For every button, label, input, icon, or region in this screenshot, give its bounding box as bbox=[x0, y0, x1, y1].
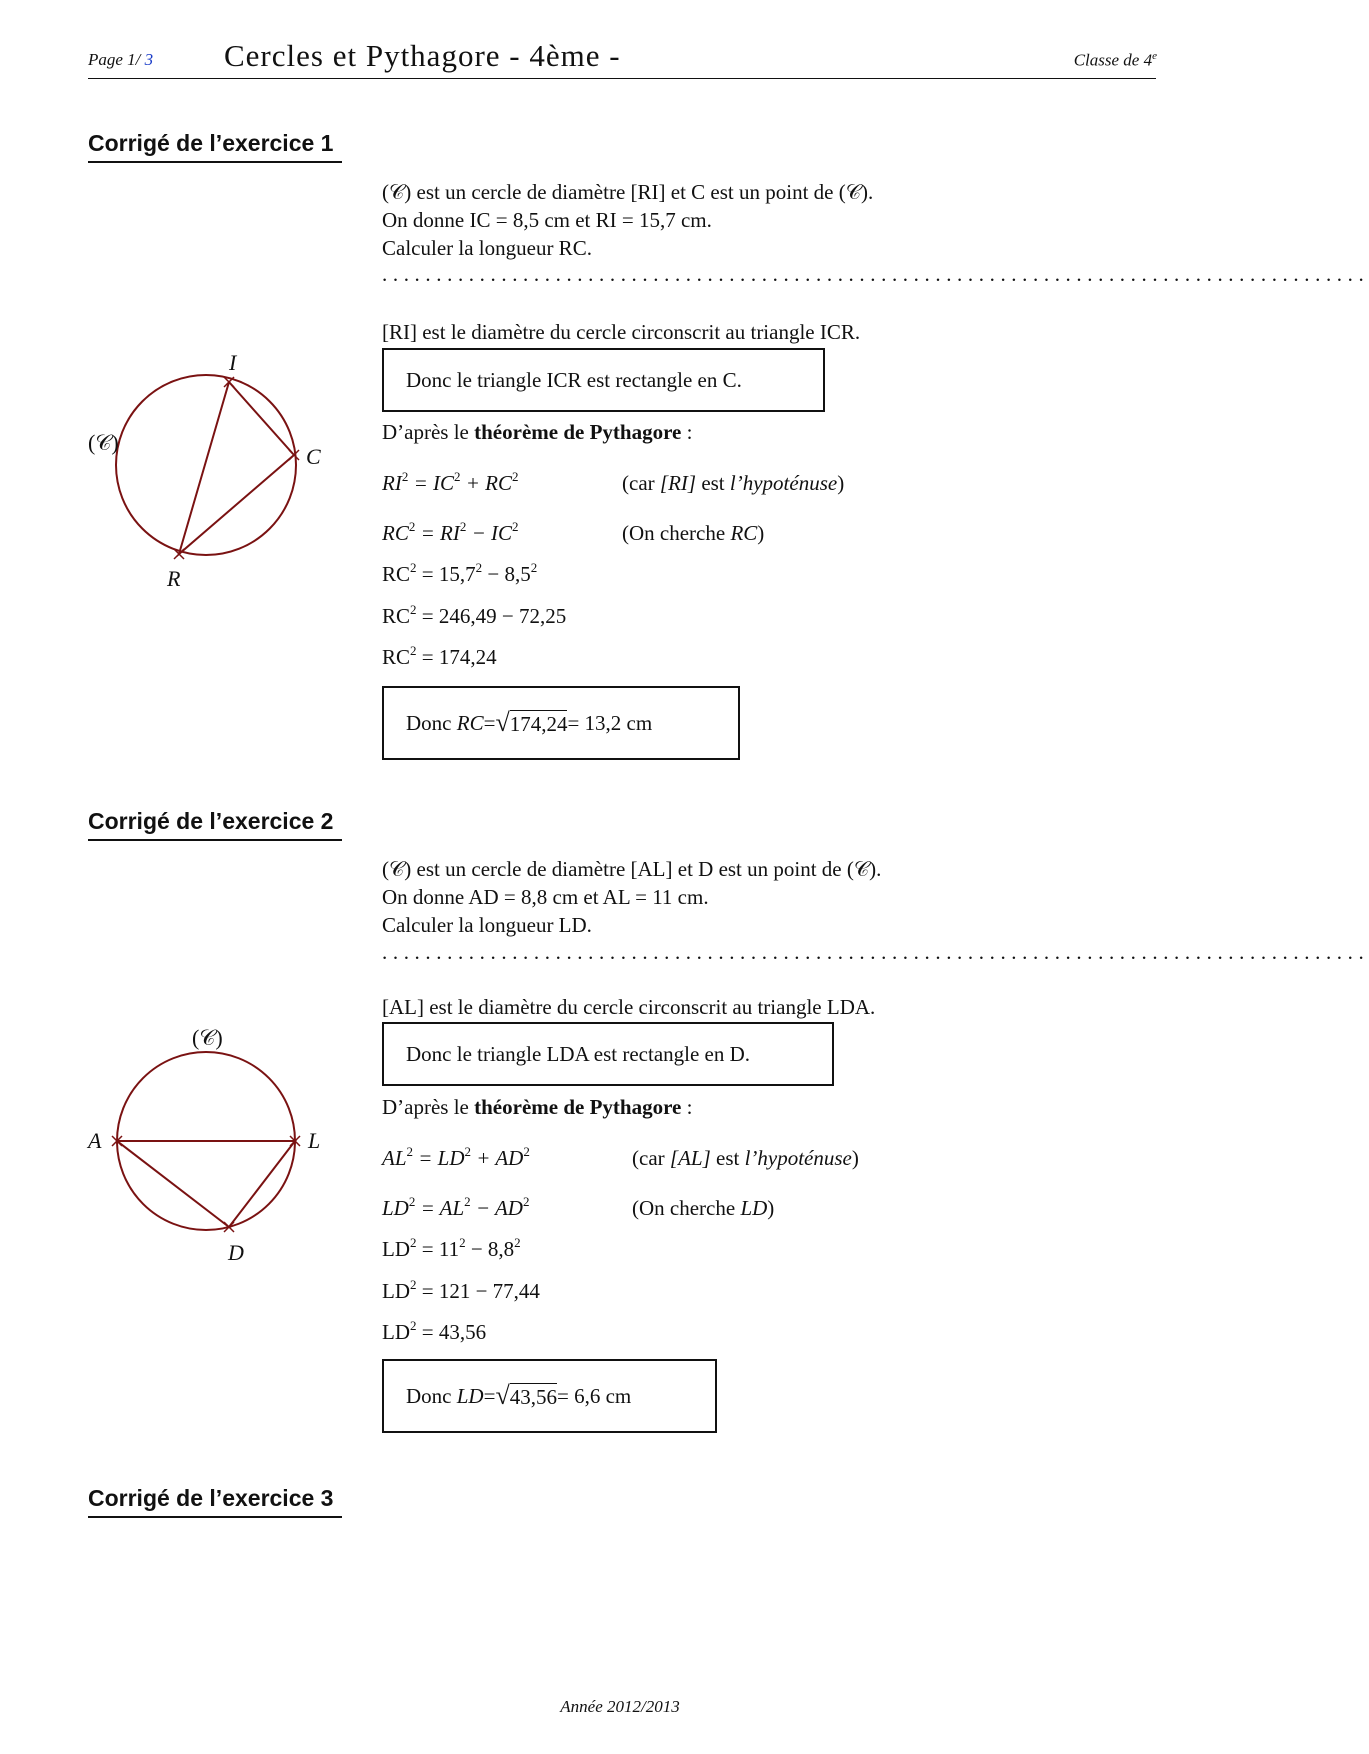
document-title: Cercles et Pythagore - 4ème - bbox=[224, 38, 621, 73]
equation-2-comment: (On cherche LD) bbox=[632, 1196, 775, 1220]
page-total-link[interactable]: 3 bbox=[144, 50, 154, 69]
exercise-1-figure bbox=[80, 340, 340, 600]
final-answer-box: Donc LD = √ 43,56 = 6,6 cm bbox=[382, 1359, 717, 1433]
equation-2-comment: (On cherche RC) bbox=[622, 521, 765, 545]
right-triangle-conclusion-box: Donc le triangle ICR est rectangle en C. bbox=[382, 348, 825, 412]
page-indicator bbox=[88, 50, 153, 70]
equation-4: $RC^2 = 246,49 - 72,25$ bbox=[382, 602, 567, 628]
final-answer-box: Donc RC = √ 174,24 = 13,2 cm bbox=[382, 686, 740, 760]
equation-3: $RC^2 = 15,7^2 - 8,5^2$ bbox=[382, 560, 538, 586]
equation-1: $AL^2 = LD^2 + AD^2$ bbox=[382, 1144, 530, 1170]
equation-1-comment: (car [AL] est l’hypoténuse) bbox=[632, 1146, 859, 1170]
circumscribed-statement: [RI] est le diamètre du cercle circonscrit au triangle ICR. bbox=[382, 320, 861, 344]
label-point-a: A bbox=[88, 1128, 102, 1153]
footer-year: Année 2012/2013 bbox=[560, 1697, 680, 1716]
triangle-lda bbox=[117, 1141, 295, 1227]
page-number-label: Page 1/ bbox=[88, 50, 141, 69]
theorem-intro: D’après le théorème de Pythagore : bbox=[382, 1095, 693, 1119]
label-circle: (𝒞) bbox=[192, 1025, 223, 1050]
exercise-2-heading: Corrigé de l’exercice 2 bbox=[88, 808, 342, 841]
equation-4: $LD^2 = 121 - 77,44$ bbox=[382, 1277, 540, 1303]
circle-c bbox=[116, 375, 296, 555]
exercise-2-statement: (𝒞) est un cercle de diamètre [AL] et D est un point de (𝒞). On donne AD = 8,8 cm et AL = 11 cm. Calculer la longueur LD. bbox=[382, 857, 882, 937]
sqrt-symbol: √ bbox=[495, 1381, 510, 1410]
equation-5: $RC^2 = 174,24$ bbox=[382, 643, 497, 669]
label-point-d: D bbox=[228, 1240, 244, 1265]
label-point-i: I bbox=[229, 350, 237, 375]
equation-1-comment: (car [RI] est l’hypoténuse) bbox=[622, 471, 845, 495]
equation-3: $LD^2 = 11^2 - 8,8^2$ bbox=[382, 1235, 521, 1261]
label-point-r: R bbox=[167, 566, 181, 591]
header-rule bbox=[88, 78, 1156, 79]
equation-5: $LD^2 = 43,56$ bbox=[382, 1318, 487, 1344]
exercise-1-heading: Corrigé de l’exercice 1 bbox=[88, 130, 342, 163]
sqrt-symbol: √ bbox=[495, 708, 510, 737]
label-point-c: C bbox=[306, 444, 321, 469]
answer-dotted-line: ........................................................................................... bbox=[382, 262, 1369, 286]
equation-1: $RI^2 = IC^2 + RC^2$ bbox=[382, 469, 519, 495]
label-point-l: L bbox=[308, 1128, 321, 1153]
right-triangle-conclusion-box: Donc le triangle LDA est rectangle en D. bbox=[382, 1022, 834, 1086]
answer-dotted-line: ........................................................................................... bbox=[382, 940, 1369, 964]
exercise-1-statement: (𝒞) est un cercle de diamètre [RI] et C est un point de (𝒞). On donne IC = 8,5 cm et RI = 15,7 cm. Calculer la longueur RC. bbox=[382, 180, 874, 260]
equation-2: $RC^2 = RI^2 - IC^2$ bbox=[382, 519, 519, 545]
exercise-3-heading: Corrigé de l’exercice 3 bbox=[88, 1485, 342, 1518]
equation-2: $LD^2 = AL^2 - AD^2$ bbox=[382, 1194, 530, 1220]
theorem-intro: D’après le théorème de Pythagore : bbox=[382, 420, 693, 444]
circumscribed-statement: [AL] est le diamètre du cercle circonscrit au triangle LDA. bbox=[382, 995, 876, 1019]
label-circle: (𝒞) bbox=[88, 430, 119, 455]
class-label: Classe de 4e bbox=[1073, 50, 1157, 70]
point-markers bbox=[112, 1136, 300, 1232]
